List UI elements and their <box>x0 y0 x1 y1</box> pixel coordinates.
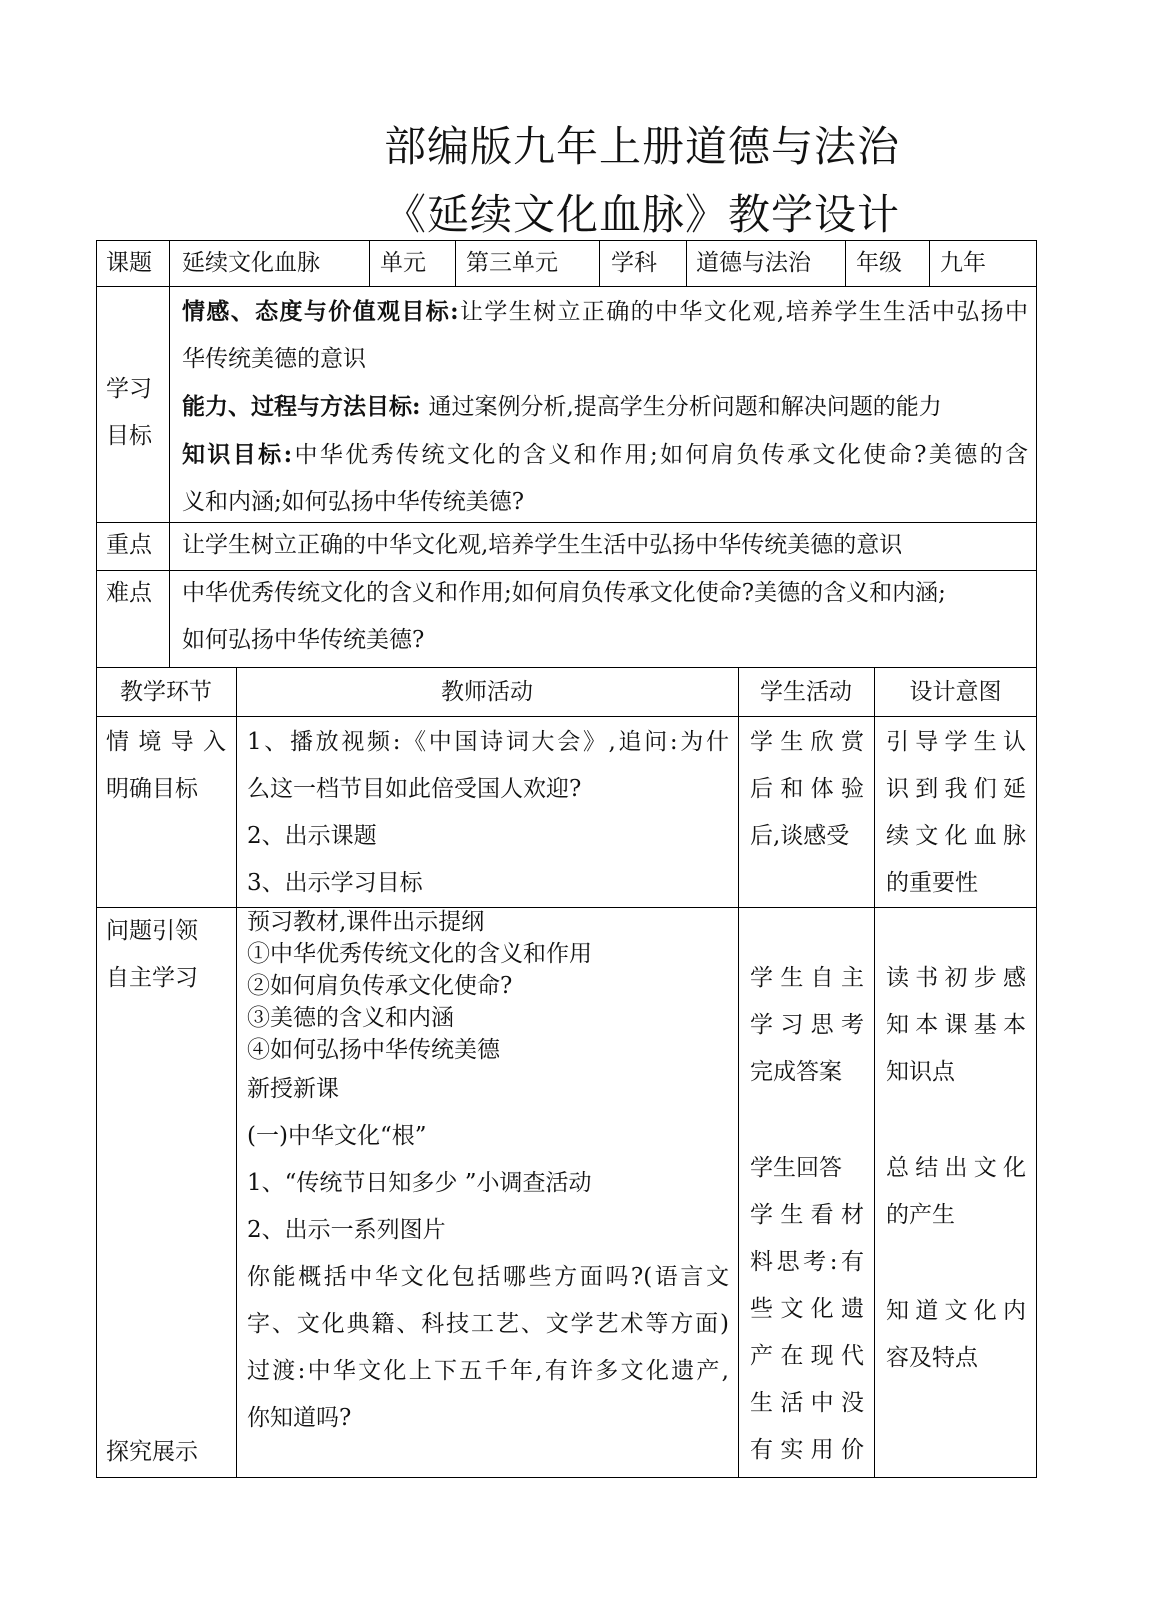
difficulty-label: 难点 <box>106 580 152 606</box>
grade-value: 九年 <box>940 250 986 276</box>
teacher-new-lesson: 新授新课 (一)中华文化“根” 1、“传统节日知多少 ”小调查活动 2、出示一系列图片 你能概括中华文化包括哪些方面吗?(语言文 字、文化典籍、科技工艺、文学艺术等方面) 过渡:中华文化上下五千年,有许多文化遗产, 你知道吗? <box>247 1076 729 1431</box>
student-activity-explore: 学生回答 学生看材 料思考:有 些文化遗 产在现代 生活中没 有实用价 <box>750 1155 864 1463</box>
teacher-preview-outline: 预习教材,课件出示提纲 ①中华优秀传统文化的含义和作用 ②如何肩负传承文化使命? ③美德的含义和内涵 ④如何弘扬中华传统美德 <box>247 909 592 1063</box>
teacher-activity-intro: 1、播放视频:《中国诗词大会》,追问:为什 么这一档节目如此倍受国人欢迎? 2、出示课题 3、出示学习目标 <box>247 729 729 896</box>
goal-emotion: 情感、态度与价值观目标:让学生树立正确的中华文化观,培养学生生活中弘扬中 <box>182 298 1028 325</box>
goals-label: 学习 目标 <box>106 376 152 449</box>
intent-intro: 引导学生认 识到我们延 续文化血脉 的重要性 <box>886 729 1026 896</box>
document-title-line1: 部编版九年上册道德与法治 <box>383 122 900 171</box>
col-intent-header: 设计意图 <box>909 679 1002 705</box>
difficulty-text: 中华优秀传统文化的含义和作用;如何肩负传承文化使命?美德的含义和内涵; 如何弘扬中华传统美德? <box>182 580 946 653</box>
stage-explore: 探究展示 <box>106 1439 198 1465</box>
unit-value: 第三单元 <box>466 250 558 276</box>
student-activity-intro: 学生欣赏 后和体验 后,谈感受 <box>750 729 864 849</box>
lesson-label: 课题 <box>106 250 152 276</box>
stage-intro: 情境导入 明确目标 <box>106 729 226 802</box>
stage-self-study: 问题引领 自主学习 <box>106 918 198 991</box>
document-title-line2: 《延续文化血脉》教学设计 <box>383 190 900 239</box>
intent-culture-content: 知道文化内 容及特点 <box>886 1298 1026 1371</box>
col-student-header: 学生活动 <box>760 679 852 705</box>
student-activity-self-study: 学生自主 学习思考 完成答案 <box>750 965 864 1085</box>
subject-label: 学科 <box>611 250 657 276</box>
goal-ability: 能力、过程与方法目标: 通过案例分析,提高学生分析问题和解决问题的能力 <box>182 393 942 420</box>
intent-culture-origin: 总结出文化 的产生 <box>886 1155 1026 1228</box>
col-teacher-header: 教师活动 <box>441 679 533 705</box>
lesson-value: 延续文化血脉 <box>182 250 320 276</box>
unit-label: 单元 <box>380 250 426 276</box>
key-point-text: 让学生树立正确的中华文化观,培养学生生活中弘扬中华传统美德的意识 <box>182 532 903 558</box>
goal-knowledge: 知识目标:中华优秀传统文化的含义和作用;如何肩负传承文化使命?美德的含 <box>182 441 1028 468</box>
grade-label: 年级 <box>856 250 902 276</box>
key-point-label: 重点 <box>106 532 152 558</box>
intent-self-study: 读书初步感 知本课基本 知识点 <box>886 965 1026 1085</box>
subject-value: 道德与法治 <box>696 250 811 276</box>
col-stage-header: 教学环节 <box>120 679 212 705</box>
learning-goals: 情感、态度与价值观目标:让学生树立正确的中华文化观,培养学生生活中弘扬中 华传统美德的意识 能力、过程与方法目标: 通过案例分析,提高学生分析问题和解决问题的能力 知识目标:中华优秀传统文化的含义和作用;如何肩负传承文化使命?美德的含 义和内涵;如何弘扬中华传统美德? <box>182 288 1028 526</box>
